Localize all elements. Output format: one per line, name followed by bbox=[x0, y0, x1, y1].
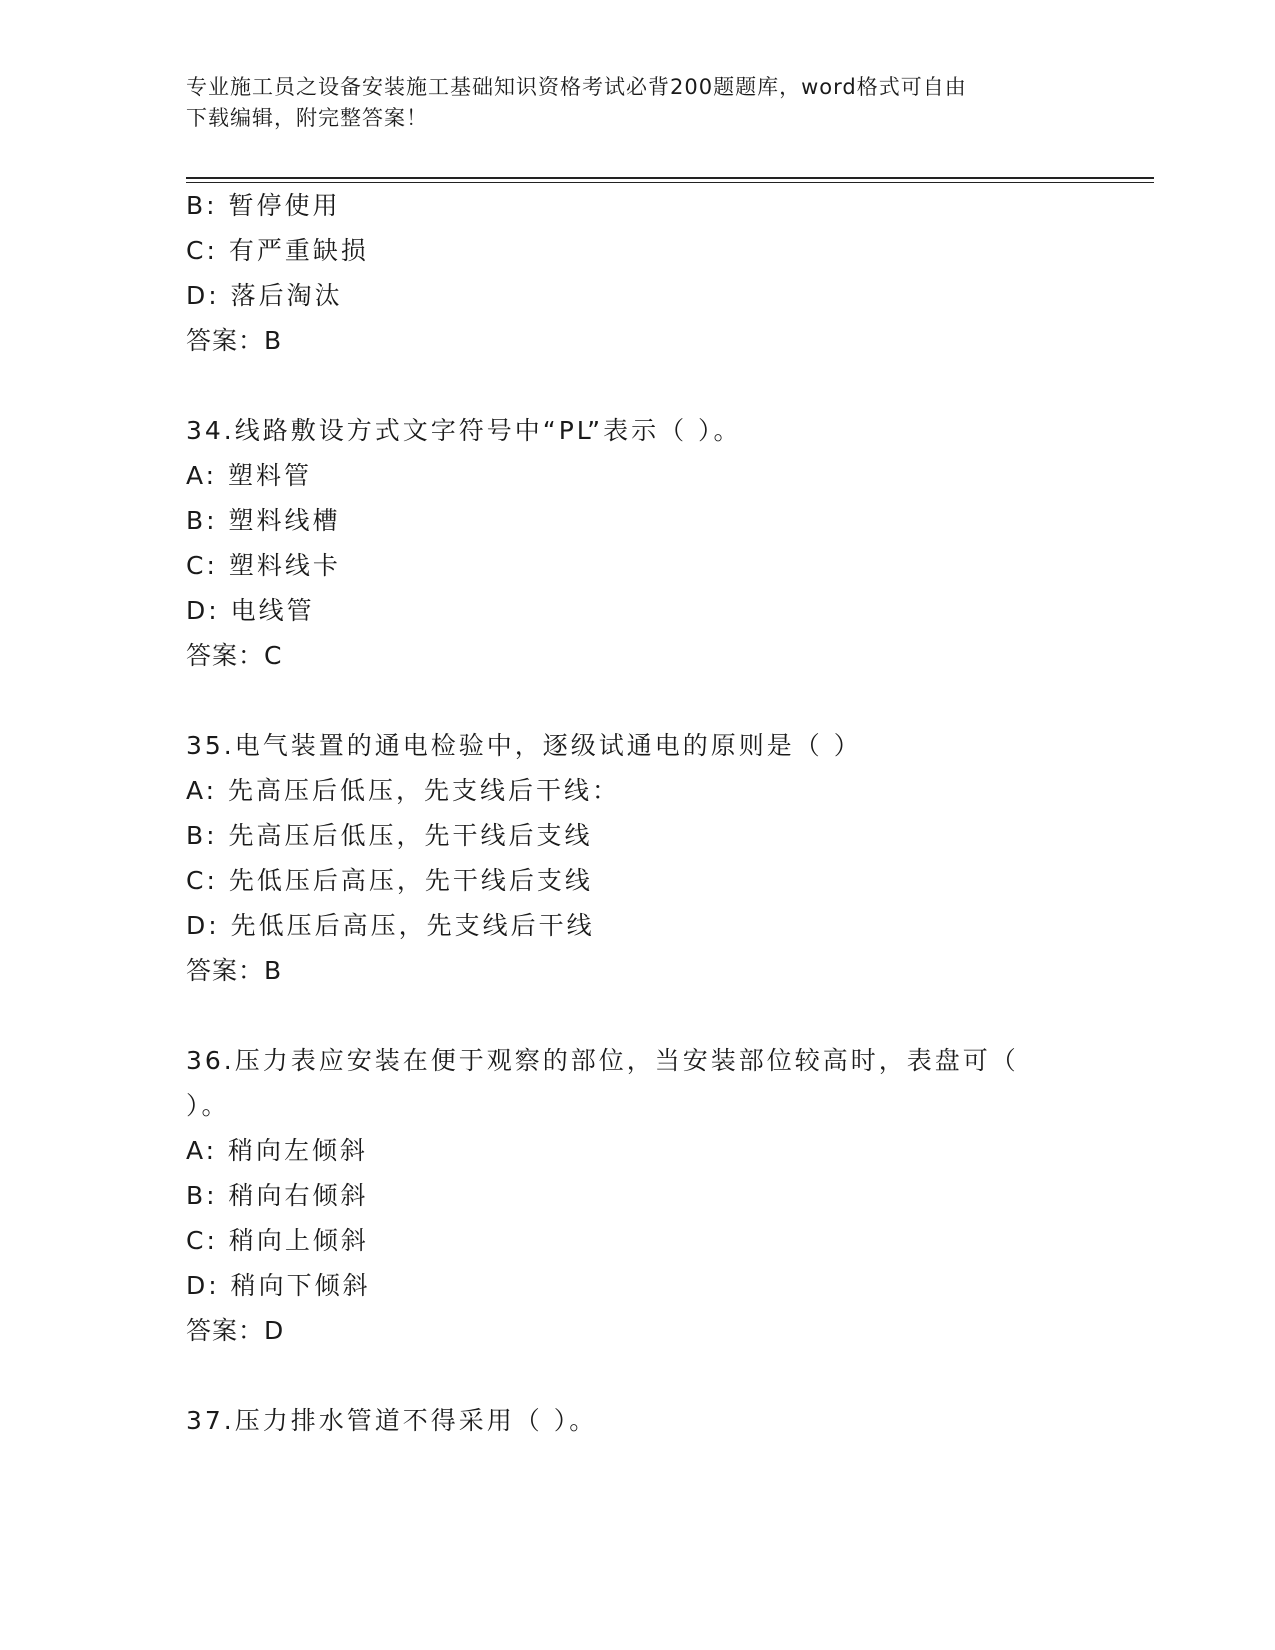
q36-answer: 答案：D bbox=[186, 1316, 285, 1345]
q34-question: 34.线路敷设方式文字符号中“PL”表示（ ）。 bbox=[186, 416, 742, 445]
q36-option-a: A: 稍向左倾斜 bbox=[186, 1136, 369, 1165]
header-line-2: 下载编辑，附完整答案！ bbox=[186, 106, 428, 130]
q36-option-c: C: 稍向上倾斜 bbox=[186, 1226, 369, 1255]
q33-option-d: D: 落后淘汰 bbox=[186, 281, 343, 310]
q36-option-d: D: 稍向下倾斜 bbox=[186, 1271, 371, 1300]
q36-question-line-2: ）。 bbox=[186, 1091, 230, 1120]
q34-answer: 答案：C bbox=[186, 641, 283, 670]
q34-option-b: B: 塑料线槽 bbox=[186, 506, 341, 535]
q34-option-d: D: 电线管 bbox=[186, 596, 315, 625]
q34-option-c: C: 塑料线卡 bbox=[186, 551, 341, 580]
q33-option-b: B: 暂停使用 bbox=[186, 191, 341, 220]
q35-answer: 答案：B bbox=[186, 956, 283, 985]
q35-question: 35.电气装置的通电检验中，逐级试通电的原则是（ ） bbox=[186, 731, 862, 760]
q33-answer: 答案：B bbox=[186, 326, 283, 355]
header-line-1: 专业施工员之设备安装施工基础知识资格考试必背200题题库，word格式可自由 bbox=[186, 75, 967, 99]
q33-option-c: C: 有严重缺损 bbox=[186, 236, 369, 265]
q37-question: 37.压力排水管道不得采用（ ）。 bbox=[186, 1406, 598, 1435]
q35-option-b: B: 先高压后低压，先干线后支线 bbox=[186, 821, 593, 850]
q36-option-b: B: 稍向右倾斜 bbox=[186, 1181, 369, 1210]
q35-option-a: A: 先高压后低压，先支线后干线： bbox=[186, 776, 621, 805]
header-divider-thick bbox=[186, 177, 1154, 179]
q36-question-line-1: 36.压力表应安装在便于观察的部位，当安装部位较高时，表盘可（ bbox=[186, 1046, 1019, 1075]
document-header bbox=[186, 72, 1086, 134]
q34-option-a: A: 塑料管 bbox=[186, 461, 313, 490]
q35-option-d: D: 先低压后高压，先支线后干线 bbox=[186, 911, 595, 940]
q35-option-c: C: 先低压后高压，先干线后支线 bbox=[186, 866, 593, 895]
header-divider-thin bbox=[186, 182, 1154, 183]
